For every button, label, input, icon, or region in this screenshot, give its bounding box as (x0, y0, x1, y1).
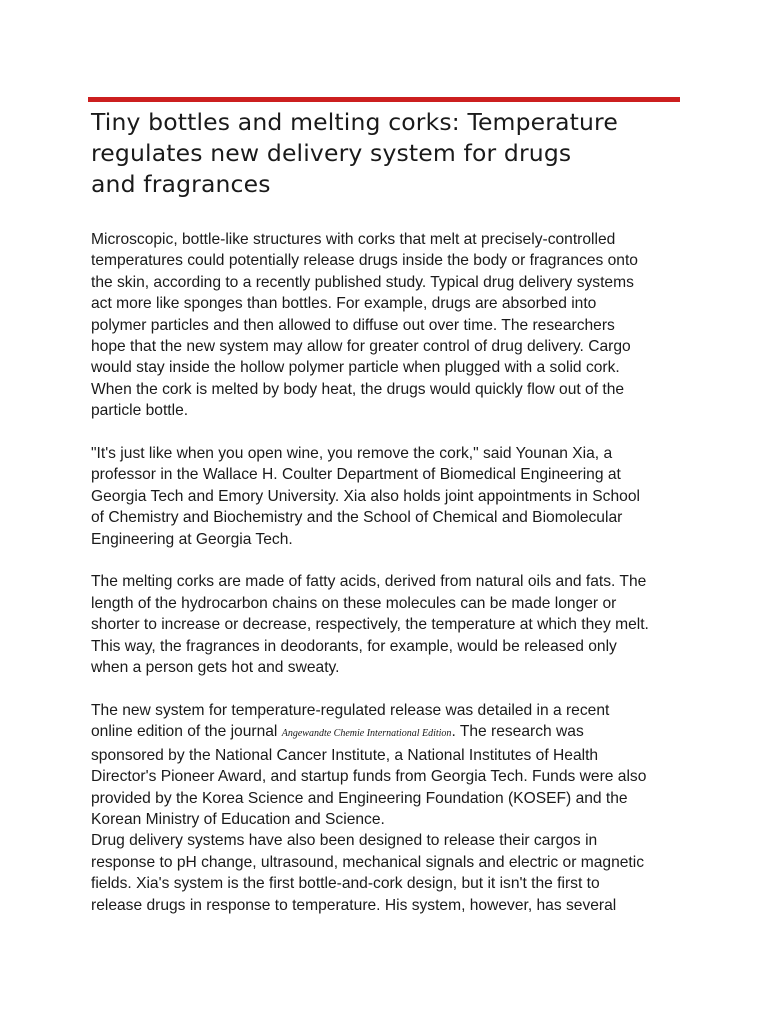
text-line: provided by the Korea Science and Engineering Foundation (KOSEF) and the (91, 789, 628, 807)
text-line: fields. Xia's system is the first bottle-and-cork design, but it isn't the first to (91, 875, 600, 893)
text-line-with-journal (91, 721, 691, 744)
article-title (91, 107, 691, 200)
text-line: The new system for temperature-regulated release was detailed in a recent (91, 701, 610, 719)
paragraph-1 (91, 229, 691, 422)
text-line: When the cork is melted by body heat, the drugs would quickly flow out of the (91, 380, 625, 398)
text-line: Georgia Tech and Emory University. Xia also holds joint appointments in School (91, 487, 640, 505)
text-line: release drugs in response to temperature. His system, however, has several (91, 896, 617, 914)
title-line: and fragrances (91, 170, 271, 198)
text-line: Engineering at Georgia Tech. (91, 530, 293, 548)
paragraph-4 (91, 700, 691, 830)
text-fragment: . The research was (451, 723, 584, 741)
text-line: temperatures could potentially release drugs inside the body or fragrances onto (91, 252, 638, 270)
title-line: Tiny bottles and melting corks: Temperature (91, 108, 618, 136)
text-fragment: online edition of the journal (91, 723, 282, 741)
text-line: polymer particles and then allowed to diffuse out over time. The researchers (91, 316, 615, 334)
text-line: hope that the new system may allow for greater control of drug delivery. Cargo (91, 338, 631, 356)
title-line: regulates new delivery system for drugs (91, 139, 572, 167)
paragraph-5 (91, 830, 691, 916)
paragraph-3 (91, 571, 691, 678)
text-line: response to pH change, ultrasound, mechanical signals and electric or magnetic (91, 853, 645, 871)
text-line: the skin, according to a recently published study. Typical drug delivery systems (91, 273, 634, 291)
text-line: shorter to increase or decrease, respectively, the temperature at which they melt. (91, 616, 649, 634)
text-line: when a person gets hot and sweaty. (91, 659, 340, 677)
text-line: length of the hydrocarbon chains on these molecules can be made longer or (91, 594, 617, 612)
text-line: "It's just like when you open wine, you remove the cork," said Younan Xia, a (91, 445, 613, 463)
text-line: professor in the Wallace H. Coulter Department of Biomedical Engineering at (91, 466, 621, 484)
text-line: Drug delivery systems have also been designed to release their cargos in (91, 832, 598, 850)
title-rule (88, 97, 680, 102)
text-line: act more like sponges than bottles. For example, drugs are absorbed into (91, 295, 597, 313)
text-line: Korean Ministry of Education and Science. (91, 810, 385, 828)
text-line: particle bottle. (91, 402, 189, 420)
text-line: would stay inside the hollow polymer particle when plugged with a solid cork. (91, 359, 620, 377)
text-line: The melting corks are made of fatty acids, derived from natural oils and fats. The (91, 573, 647, 591)
paragraph-2 (91, 443, 691, 550)
text-line: sponsored by the National Cancer Institute, a National Institutes of Health (91, 746, 599, 764)
article-body (91, 229, 691, 916)
text-line: of Chemistry and Biochemistry and the School of Chemical and Biomolecular (91, 509, 623, 527)
text-line: Microscopic, bottle-like structures with corks that melt at precisely-controlled (91, 231, 616, 248)
journal-name: Angewandte Chemie International Edition (281, 728, 452, 740)
text-line: This way, the fragrances in deodorants, for example, would be released only (91, 637, 617, 655)
text-line: Director's Pioneer Award, and startup funds from Georgia Tech. Funds were also (91, 768, 647, 786)
